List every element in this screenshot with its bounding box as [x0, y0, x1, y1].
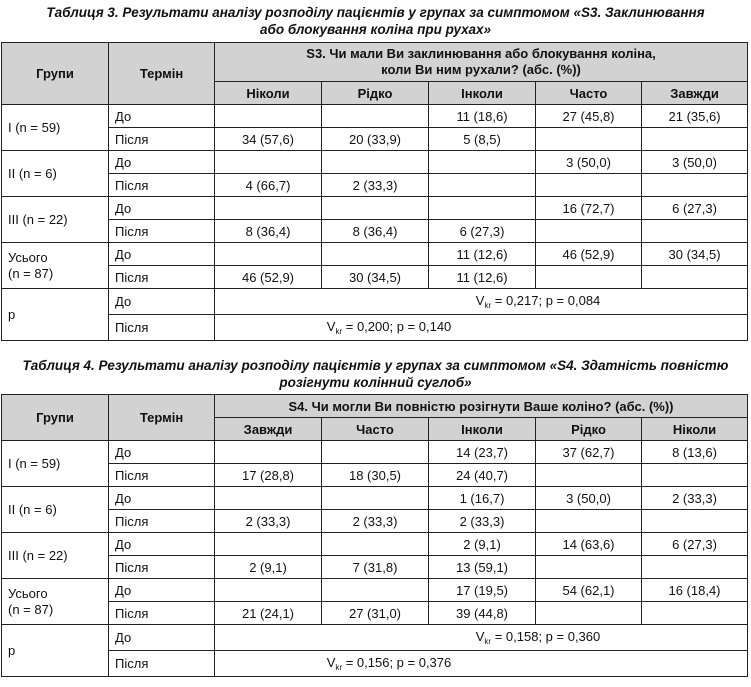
table-row — [2, 625, 748, 651]
table-row — [2, 602, 748, 625]
data-cell: 34 (57,6) — [215, 128, 322, 151]
data-cell: 30 (34,5) — [322, 266, 429, 289]
term-cell: Після — [109, 651, 215, 677]
table3-header-row — [2, 43, 748, 82]
data-cell — [322, 243, 429, 266]
data-cell: 6 (27,3) — [642, 533, 748, 556]
data-cell — [536, 220, 642, 243]
data-cell: 21 (35,6) — [642, 105, 748, 128]
table-row — [2, 556, 748, 579]
data-cell — [536, 266, 642, 289]
table-row — [2, 464, 748, 487]
table3-answer-header: Завжди — [642, 82, 748, 105]
data-cell — [215, 441, 322, 464]
table3-header-question — [215, 43, 748, 82]
term-cell: До — [109, 105, 215, 128]
data-cell — [215, 105, 322, 128]
table4-answer-header: Ніколи — [642, 418, 748, 441]
table-row — [2, 651, 748, 677]
table3-header-groups: Групи — [2, 43, 109, 105]
data-cell — [429, 151, 536, 174]
data-cell — [642, 266, 748, 289]
data-cell — [322, 197, 429, 220]
data-cell: 17 (19,5) — [429, 579, 536, 602]
data-cell: 37 (62,7) — [536, 441, 642, 464]
data-cell — [536, 510, 642, 533]
data-cell: 46 (52,9) — [536, 243, 642, 266]
table3-caption-line1: Таблиця 3. Результати аналізу розподілу пацієнтів у групах за симптомом «S3. Заклинювання — [46, 5, 705, 20]
table4-header-row — [2, 395, 748, 418]
data-cell: 3 (50,0) — [536, 487, 642, 510]
table4-header-groups: Групи — [2, 395, 109, 441]
group-label-line1: Усього — [8, 249, 48, 265]
term-cell: Після — [109, 315, 215, 341]
data-cell: 13 (59,1) — [429, 556, 536, 579]
data-cell: 11 (12,6) — [429, 266, 536, 289]
data-cell: 27 (45,8) — [536, 105, 642, 128]
term-cell: Після — [109, 266, 215, 289]
data-cell — [429, 197, 536, 220]
data-cell: 18 (30,5) — [322, 464, 429, 487]
table3-answer-header: Рідко — [322, 82, 429, 105]
data-cell — [642, 556, 748, 579]
table3-header-term: Термін — [109, 43, 215, 105]
data-cell — [536, 174, 642, 197]
data-cell — [215, 151, 322, 174]
table-row — [2, 151, 748, 174]
data-cell — [215, 243, 322, 266]
table-row — [2, 579, 748, 602]
table4-header-term: Термін — [109, 395, 215, 441]
table4-caption-line2: розігнути колінний суглоб» — [279, 375, 472, 390]
table3-answer-header: Інколи — [429, 82, 536, 105]
data-cell — [642, 510, 748, 533]
data-cell: 5 (8,5) — [429, 128, 536, 151]
term-cell: До — [109, 197, 215, 220]
data-cell: 24 (40,7) — [429, 464, 536, 487]
table3-caption-line2: або блокування коліна при рухах» — [259, 22, 492, 37]
table4-answer-header: Завжди — [215, 418, 322, 441]
table-row — [2, 315, 748, 341]
data-cell — [642, 174, 748, 197]
data-cell — [215, 533, 322, 556]
table4-header-question: S4. Чи могли Ви повністю розігнути Ваше коліно? (абс. (%)) — [215, 395, 748, 418]
data-cell: 27 (31,0) — [322, 602, 429, 625]
v-symbol: V — [475, 293, 485, 308]
term-cell: До — [109, 441, 215, 464]
table3-question-line1: S3. Чи мали Ви заклинювання або блокування коліна, — [306, 46, 656, 61]
term-cell: Після — [109, 556, 215, 579]
table3-answer-header: Часто — [536, 82, 642, 105]
data-cell — [322, 579, 429, 602]
table-row — [2, 243, 748, 266]
v-subscript: kr — [484, 637, 492, 646]
data-cell: 8 (36,4) — [215, 220, 322, 243]
table3-caption — [0, 4, 751, 38]
data-cell: 17 (28,8) — [215, 464, 322, 487]
v-symbol: V — [326, 655, 336, 670]
table4-answer-header: Часто — [322, 418, 429, 441]
group-label: I (n = 59) — [2, 441, 109, 487]
table-row — [2, 220, 748, 243]
term-cell: Після — [109, 220, 215, 243]
table4 — [1, 394, 748, 677]
term-cell: До — [109, 487, 215, 510]
table-row — [2, 487, 748, 510]
term-cell: Після — [109, 510, 215, 533]
data-cell: 3 (50,0) — [642, 151, 748, 174]
term-cell: До — [109, 533, 215, 556]
v-symbol: V — [326, 319, 336, 334]
group-label — [2, 243, 109, 289]
data-cell: 8 (36,4) — [322, 220, 429, 243]
data-cell — [642, 464, 748, 487]
data-cell: 7 (31,8) — [322, 556, 429, 579]
group-label: III (n = 22) — [2, 533, 109, 579]
table-row — [2, 197, 748, 220]
term-cell: До — [109, 625, 215, 651]
p-value-cell — [215, 289, 748, 315]
data-cell: 6 (27,3) — [642, 197, 748, 220]
p-label: p — [2, 289, 109, 341]
group-label: I (n = 59) — [2, 105, 109, 151]
table-row — [2, 105, 748, 128]
group-label-line1: Усього — [8, 585, 48, 601]
table4-caption — [0, 357, 751, 391]
table4-caption-line1: Таблиця 4. Результати аналізу розподілу пацієнтів у групах за симптомом «S4. Здатність повністю — [22, 358, 729, 373]
term-cell: До — [109, 579, 215, 602]
data-cell — [322, 441, 429, 464]
data-cell: 2 (33,3) — [215, 510, 322, 533]
data-cell — [642, 602, 748, 625]
table-row — [2, 128, 748, 151]
table3-question-line2: коли Ви ним рухали? (абс. (%)) — [381, 62, 581, 77]
term-cell: До — [109, 151, 215, 174]
data-cell — [215, 197, 322, 220]
table-row — [2, 441, 748, 464]
data-cell: 11 (18,6) — [429, 105, 536, 128]
data-cell: 20 (33,9) — [322, 128, 429, 151]
table-row — [2, 533, 748, 556]
p-value-text: = 0,158; p = 0,360 — [491, 629, 601, 644]
data-cell: 39 (44,8) — [429, 602, 536, 625]
data-cell — [322, 533, 429, 556]
data-cell: 16 (18,4) — [642, 579, 748, 602]
data-cell: 4 (66,7) — [215, 174, 322, 197]
data-cell: 6 (27,3) — [429, 220, 536, 243]
data-cell: 2 (33,3) — [642, 487, 748, 510]
table-row — [2, 174, 748, 197]
p-value-cell — [215, 651, 748, 677]
p-value-cell — [215, 315, 748, 341]
table-row — [2, 510, 748, 533]
term-cell: Після — [109, 602, 215, 625]
group-label: III (n = 22) — [2, 197, 109, 243]
data-cell: 14 (23,7) — [429, 441, 536, 464]
data-cell: 30 (34,5) — [642, 243, 748, 266]
data-cell — [322, 151, 429, 174]
term-cell: Після — [109, 464, 215, 487]
v-subscript: kr — [335, 663, 343, 672]
data-cell: 21 (24,1) — [215, 602, 322, 625]
data-cell: 16 (72,7) — [536, 197, 642, 220]
data-cell: 1 (16,7) — [429, 487, 536, 510]
data-cell — [642, 128, 748, 151]
p-label: p — [2, 625, 109, 677]
data-cell — [642, 220, 748, 243]
data-cell: 11 (12,6) — [429, 243, 536, 266]
table4-answer-header: Рідко — [536, 418, 642, 441]
data-cell: 2 (9,1) — [429, 533, 536, 556]
data-cell — [536, 556, 642, 579]
data-cell — [429, 174, 536, 197]
p-value-cell — [215, 625, 748, 651]
table-row — [2, 266, 748, 289]
p-value-text: = 0,200; p = 0,140 — [342, 319, 452, 334]
table3-answer-header: Ніколи — [215, 82, 322, 105]
p-value-text: = 0,217; p = 0,084 — [491, 293, 601, 308]
data-cell: 2 (9,1) — [215, 556, 322, 579]
group-label-line2: (n = 87) — [8, 265, 54, 281]
data-cell: 2 (33,3) — [322, 510, 429, 533]
group-label: II (n = 6) — [2, 487, 109, 533]
term-cell: Після — [109, 128, 215, 151]
table-row — [2, 289, 748, 315]
data-cell — [322, 105, 429, 128]
data-cell: 2 (33,3) — [429, 510, 536, 533]
data-cell: 2 (33,3) — [322, 174, 429, 197]
v-symbol: V — [475, 629, 485, 644]
data-cell: 14 (63,6) — [536, 533, 642, 556]
data-cell: 46 (52,9) — [215, 266, 322, 289]
data-cell — [536, 464, 642, 487]
data-cell: 54 (62,1) — [536, 579, 642, 602]
data-cell — [215, 487, 322, 510]
data-cell: 8 (13,6) — [642, 441, 748, 464]
data-cell — [322, 487, 429, 510]
data-cell — [215, 579, 322, 602]
data-cell — [536, 602, 642, 625]
data-cell: 3 (50,0) — [536, 151, 642, 174]
v-subscript: kr — [335, 327, 343, 336]
p-value-text: = 0,156; p = 0,376 — [342, 655, 452, 670]
data-cell — [536, 128, 642, 151]
v-subscript: kr — [484, 301, 492, 310]
term-cell: До — [109, 289, 215, 315]
group-label: II (n = 6) — [2, 151, 109, 197]
table3 — [1, 42, 748, 341]
term-cell: Після — [109, 174, 215, 197]
table4-answer-header: Інколи — [429, 418, 536, 441]
group-label — [2, 579, 109, 625]
group-label-line2: (n = 87) — [8, 601, 54, 617]
term-cell: До — [109, 243, 215, 266]
